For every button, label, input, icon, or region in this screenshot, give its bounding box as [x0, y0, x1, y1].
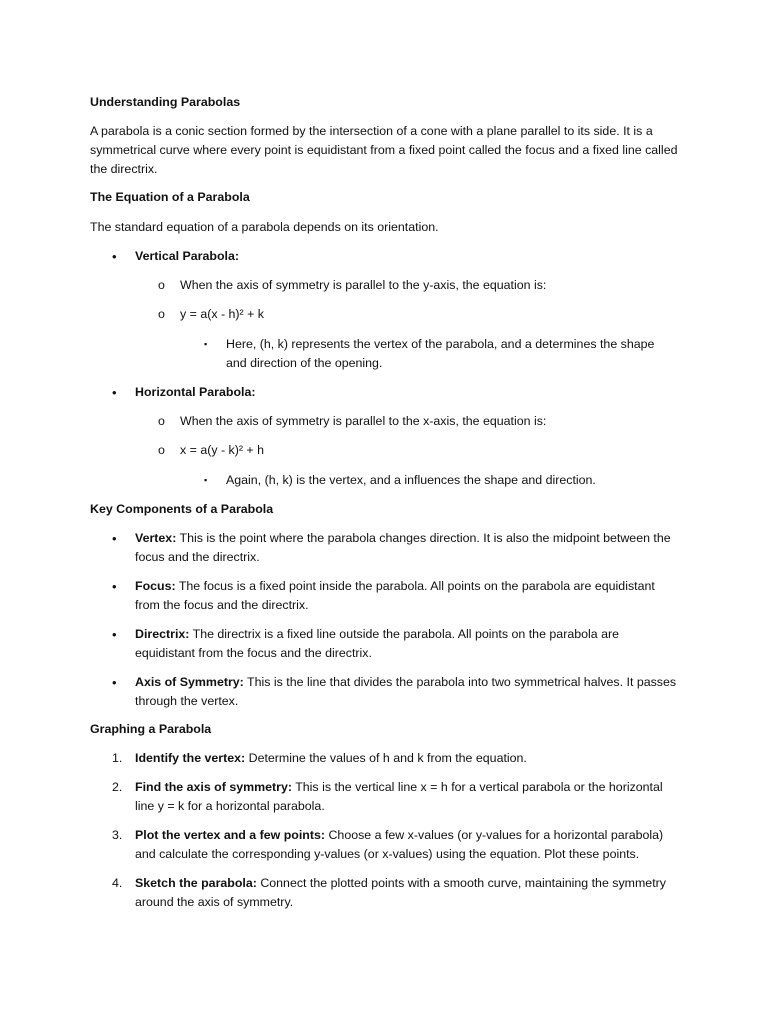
- component-text: Axis of Symmetry: This is the line that divides the parabola into two symmetrical halves. It passes through the vertex.: [135, 675, 677, 708]
- components-heading: Key Components of a Parabola: [90, 502, 274, 516]
- bullet-icon: •: [112, 627, 117, 642]
- step-text: Sketch the parabola: Connect the plotted points with a smooth curve, maintaining the symmetry around the axis of symmetry.: [135, 876, 666, 909]
- component-text: Directrix: The directrix is a fixed line outside the parabola. All points on the parabola are equidistant from the focus and the directrix.: [135, 627, 619, 660]
- graphing-heading: Graphing a Parabola: [90, 722, 212, 736]
- square-bullet-icon: ▪: [204, 475, 208, 485]
- intro-paragraph: A parabola is a conic section formed by the intersection of a cone with a plane parallel to its side. It is a symmetrical curve where every point is equidistant from a fixed point called the focus and a fixed line called the directrix.: [90, 124, 678, 176]
- step-term: Sketch the parabola:: [135, 876, 257, 890]
- step-text: Find the axis of symmetry: This is the vertical line x = h for a vertical parabola or the horizontal line y = k for a horizontal parabola.: [135, 780, 663, 813]
- square-bullet-icon: ▪: [204, 339, 208, 349]
- step-term: Find the axis of symmetry:: [135, 780, 292, 794]
- component-term: Vertex:: [135, 531, 177, 545]
- component-term: Focus:: [135, 579, 176, 593]
- equation-intro: The standard equation of a parabola depends on its orientation.: [90, 220, 439, 234]
- component-text: Vertex: This is the point where the parabola changes direction. It is also the midpoint between the focus and the directrix.: [135, 531, 671, 564]
- document-title: Understanding Parabolas: [90, 95, 241, 109]
- step-number: 4.: [112, 876, 123, 890]
- horizontal-parabola-label: Horizontal Parabola:: [135, 385, 256, 399]
- equation-heading: The Equation of a Parabola: [90, 190, 250, 204]
- component-text: Focus: The focus is a fixed point inside the parabola. All points on the parabola are equidistant from the focus and the directrix.: [135, 579, 655, 612]
- component-term: Axis of Symmetry:: [135, 675, 244, 689]
- bullet-icon: •: [112, 249, 117, 264]
- horizontal-equation: x = a(y - k)² + h: [180, 443, 264, 457]
- circle-bullet-icon: o: [158, 443, 165, 457]
- circle-bullet-icon: o: [158, 414, 165, 428]
- step-term: Plot the vertex and a few points:: [135, 828, 326, 842]
- step-number: 2.: [112, 780, 123, 794]
- circle-bullet-icon: o: [158, 307, 165, 321]
- step-number: 3.: [112, 828, 123, 842]
- vertical-note: Here, (h, k) represents the vertex of the parabola, and a determines the shape and direction of the opening.: [226, 337, 655, 370]
- step-text: Plot the vertex and a few points: Choose a few x-values (or y-values for a horizontal parabola) and calculate the corresponding y-values (or x-values) using the equation. Plot these points.: [135, 828, 664, 861]
- step-text: Identify the vertex: Determine the values of h and k from the equation.: [135, 751, 527, 765]
- horizontal-note: Again, (h, k) is the vertex, and a influences the shape and direction.: [226, 473, 596, 487]
- step-number: 1.: [112, 751, 123, 765]
- vertical-equation: y = a(x - h)² + k: [180, 307, 264, 321]
- vertical-parabola-label: Vertical Parabola:: [135, 249, 239, 263]
- horizontal-axis-text: When the axis of symmetry is parallel to the x-axis, the equation is:: [180, 414, 547, 428]
- bullet-icon: •: [112, 579, 117, 594]
- circle-bullet-icon: o: [158, 278, 165, 292]
- step-term: Identify the vertex:: [135, 751, 246, 765]
- bullet-icon: •: [112, 531, 117, 546]
- bullet-icon: •: [112, 675, 117, 690]
- vertical-axis-text: When the axis of symmetry is parallel to the y-axis, the equation is:: [180, 278, 547, 292]
- component-term: Directrix:: [135, 627, 190, 641]
- bullet-icon: •: [112, 385, 117, 400]
